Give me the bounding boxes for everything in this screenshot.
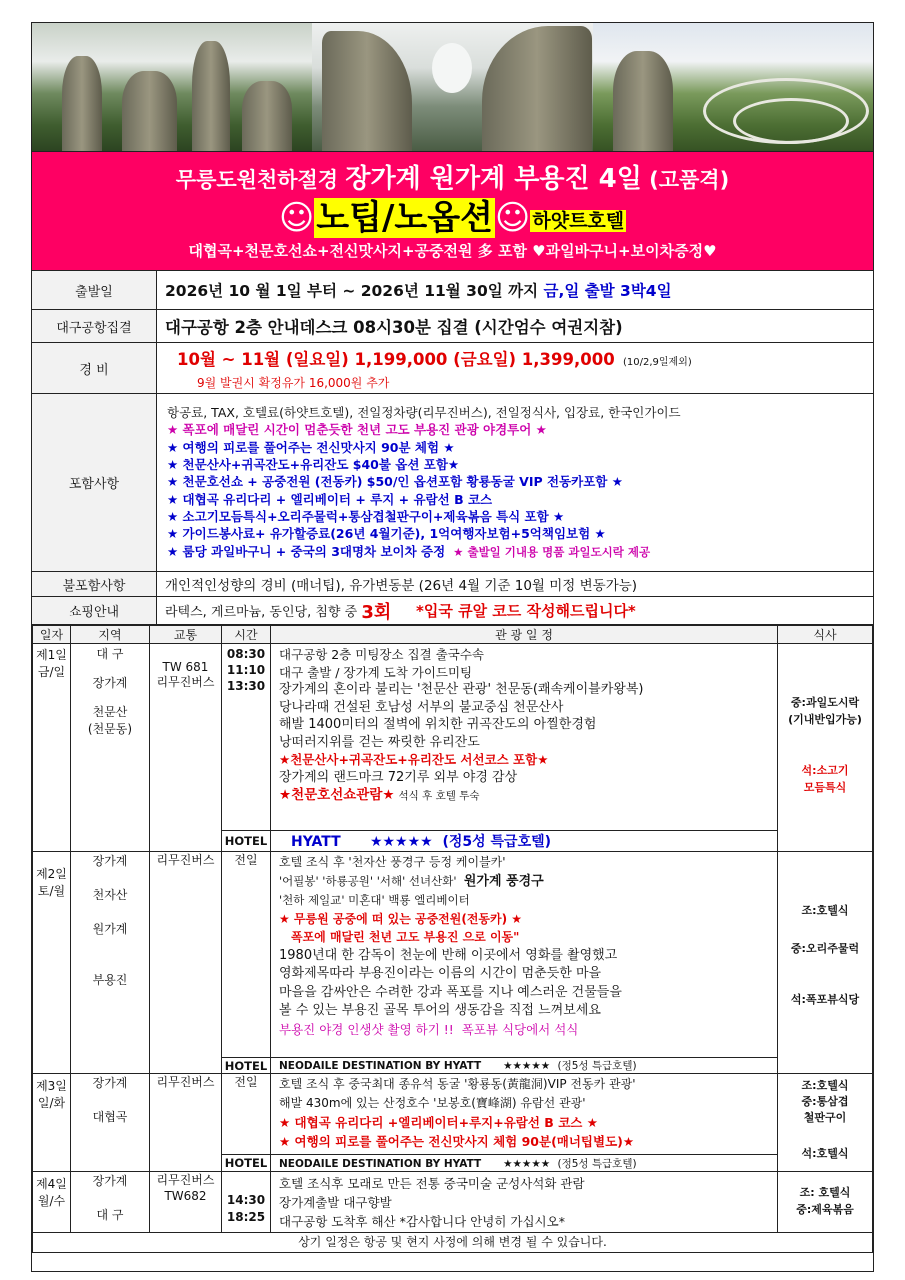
- photo-tianmen-cave: [312, 23, 592, 151]
- meal: 중:오리주물럭: [790, 942, 860, 955]
- itinerary-table: [32, 625, 873, 1253]
- meeting-value: 대구공항 2층 안내데스크 08시30분 집결 (시간엄수 여권지참): [165, 318, 623, 337]
- day-weekday: 금/일: [37, 665, 66, 679]
- region: 장가계: [92, 1076, 128, 1090]
- header-schedule: 관 광 일 정: [271, 626, 778, 644]
- exclude-label: 불포함사항: [32, 572, 157, 596]
- region: 장가계: [92, 676, 128, 690]
- day-number: 제4일: [36, 1177, 67, 1191]
- hotel-label: HOTEL: [222, 1155, 271, 1172]
- region: 천문산: [92, 705, 128, 719]
- schedule-line: 장가계출발 대구향발: [279, 1195, 392, 1210]
- schedule-line: 낭떠러지위를 걷는 짜릿한 유리잔도: [279, 734, 480, 750]
- hotel-grade: (정5성 특급호텔): [557, 1060, 637, 1072]
- departure-days: 금,일 출발 3박4일: [543, 282, 672, 300]
- transport: 리무진버스: [156, 675, 215, 689]
- include-line: ★ 룸당 과일바구니 + 중국의 3대명차 보이차 증정: [167, 543, 446, 559]
- header-photos: [32, 23, 873, 152]
- exclude-row: [32, 572, 873, 597]
- departure-label: 출발일: [32, 271, 157, 309]
- region: (천문동): [87, 722, 133, 736]
- time: 13:30: [226, 679, 266, 693]
- schedule-line: ★ 여행의 피로를 풀어주는 전신맛사지 체험 90분(매너팁별도)★: [279, 1134, 635, 1149]
- schedule-line: 영화제목따라 부용진이라는 이름의 시간이 멈춘듯한 마을: [279, 966, 602, 981]
- meeting-row: [32, 310, 873, 343]
- hotel-name: NEODAILE DESTINATION BY HYATT: [279, 1157, 482, 1170]
- flight-number: TW682: [164, 1189, 207, 1203]
- shopping-count: 3회: [361, 601, 392, 623]
- day-number: 제1일: [36, 648, 67, 662]
- include-line: 항공료, TAX, 호텔료(하얏트호텔), 전일정차량(리무진버스), 전일정식사, 입장료, 한국인가이드: [167, 405, 681, 421]
- schedule-line: 마을을 감싸안은 수려한 강과 폭포를 지나 예스러운 건물들을: [279, 984, 622, 1000]
- header-day: 일자: [33, 626, 71, 644]
- hotel-name: HYATT: [291, 834, 341, 850]
- photo-stone-pillars: [32, 23, 312, 151]
- include-line: ★ 폭포에 매달린 시간이 멈춘듯한 천년 고도 부용진 관광 야경투어 ★: [167, 422, 547, 438]
- include-line: ★ 출발일 기내용 명품 과일도시락 제공: [453, 544, 651, 559]
- transport: 리무진버스: [156, 853, 215, 867]
- schedule-line: '천하 제일교' 미혼대' 백룡 엘리베이터: [279, 893, 470, 907]
- smile-icon: ☺: [494, 198, 531, 238]
- schedule-line: 장가계의 랜드마크 72기루 외부 야경 감상: [279, 769, 518, 785]
- schedule-line: 대구공항 도착후 해산 *감사합니다 안녕히 가십시오*: [279, 1214, 565, 1229]
- meal: 조:호텔식: [801, 904, 849, 917]
- include-line: ★ 천문호선쇼 + 공중전원 (전동카) $50/인 옵션포함 황룡동굴 VIP 전동카포함 ★: [167, 474, 623, 490]
- cost-value: 10월 ~ 11월 (일요일) 1,199,000 (금요일) 1,399,000: [177, 349, 615, 369]
- region: 원가계: [92, 922, 128, 936]
- header-region: 지역: [71, 626, 150, 644]
- transport: 리무진버스: [156, 1173, 215, 1187]
- include-row: [32, 394, 873, 572]
- banner-inclusions: 대협곡+천문호선쇼+전신맛사지+공중전원 多 포함 ♥과일바구니+보이차증정♥: [188, 242, 717, 260]
- time: 18:25: [226, 1210, 266, 1224]
- header-meals: 식사: [778, 626, 873, 644]
- shopping-note: *입국 큐알 코드 작성해드립니다*: [416, 602, 636, 620]
- meal: 중:통삼겹: [801, 1095, 849, 1108]
- schedule-line: 해발 1400미터의 절벽에 위치한 귀곡잔도의 아찔한경험: [279, 717, 597, 732]
- schedule-line: 대구공항 2층 미팅장소 집결 출국수속: [279, 647, 484, 662]
- meal: 조: 호텔식: [799, 1186, 851, 1199]
- title-banner: [32, 152, 873, 271]
- time: 전일: [234, 853, 258, 867]
- include-line: ★ 대협곡 유리다리 + 엘리베이터 + 루지 + 유람선 B 코스: [167, 491, 493, 507]
- day2-row: [33, 852, 873, 1058]
- star-rating-icon: ★★★★★: [503, 1060, 551, 1072]
- schedule-line: 폭포뷰 식당에서 석식: [461, 1021, 579, 1037]
- header-transport: 교통: [150, 626, 222, 644]
- meal: (기내반입가능): [788, 713, 862, 726]
- schedule-line: 장가계의 혼이라 불리는 '천문산 관광' 천문동(쾌속케이블카왕복): [279, 682, 644, 697]
- travel-brochure: [31, 22, 874, 1272]
- banner-grade: (고품격): [649, 168, 730, 192]
- region: 장가계: [92, 854, 128, 868]
- meal: 모듬특식: [803, 781, 847, 794]
- banner-no-tip: [32, 190, 873, 239]
- time: 11:10: [226, 663, 266, 677]
- schedule-line: 폭포에 매달린 천년 고도 부용진 으로 이동": [291, 930, 520, 944]
- hotel-grade: (정5성 특급호텔): [557, 1157, 637, 1170]
- schedule-line: 호텔 조식 후 '천자산 풍경구 등정 케이블카': [279, 855, 506, 869]
- hotel-name: NEODAILE DESTINATION BY HYATT: [279, 1060, 482, 1072]
- shopping-row: [32, 597, 873, 625]
- schedule-line: 호텔 조식후 모래로 만든 전통 중국미술 군성사석화 관람: [279, 1176, 585, 1191]
- shopping-value: 라텍스, 게르마늄, 동인당, 침향 중: [165, 605, 358, 620]
- meal: 조:호텔식: [801, 1079, 849, 1092]
- schedule-line: 해발 430m에 있는 산정호수 '보봉호(寶峰湖) 유람선 관광': [279, 1096, 586, 1110]
- meal: 중:과일도시락: [790, 696, 860, 709]
- banner-subtitle: 무릉도원천하절경: [175, 168, 339, 192]
- region: 부용진: [92, 973, 128, 987]
- banner-tour-name: 장가계 원가계 부용진 4일: [345, 164, 642, 194]
- region: 대 구: [96, 1208, 124, 1222]
- footer-note: 상기 일정은 항공 및 현지 사정에 의해 변경 될 수 있습니다.: [33, 1233, 873, 1253]
- schedule-line: ★ 대협곡 유리다리 +엘리베이터+루지+유람선 B 코스 ★: [279, 1115, 598, 1130]
- exclude-value: 개인적인성향의 경비 (매너팁), 유가변동분 (26년 4월 기준 10월 미정 변동가능): [165, 578, 638, 594]
- smile-icon: ☺: [278, 198, 315, 238]
- day-weekday: 일/화: [37, 1096, 66, 1110]
- schedule-line: 1980년대 한 감독이 천눈에 반해 이곳에서 영화를 촬영했고: [279, 947, 618, 963]
- meeting-label: 대구공항집결: [32, 310, 157, 342]
- schedule-line: 호텔 조식 후 중국최대 종유석 동굴 '황룡동(黃龍洞)VIP 전동카 관광': [279, 1077, 636, 1091]
- region: 장가계: [92, 1174, 128, 1188]
- flight-number: TW 681: [162, 660, 209, 674]
- time: 전일: [234, 1075, 258, 1089]
- day-number: 제3일: [36, 1079, 67, 1093]
- day3-row: [33, 1074, 873, 1155]
- schedule-line: ★ 무릉원 공중에 떠 있는 공중전원(전동카) ★: [279, 911, 523, 926]
- departure-row: [32, 271, 873, 310]
- hotel-label: HOTEL: [222, 1058, 271, 1074]
- itinerary-header: [33, 626, 873, 644]
- region: 대 구: [96, 647, 124, 661]
- region: 대협곡: [92, 1110, 128, 1124]
- day-weekday: 월/수: [37, 1194, 66, 1208]
- hotel-grade: (정5성 특급호텔): [442, 834, 552, 850]
- schedule-line: 석식 후 호텔 투숙: [398, 790, 480, 802]
- photo-winding-road: [593, 23, 873, 151]
- include-line: ★ 소고기모듬특식+오리주물럭+통삼겹철판구이+제육볶음 특식 포함 ★: [167, 508, 565, 524]
- day1-row: [33, 644, 873, 831]
- meal: 석:소고기: [801, 764, 849, 777]
- no-tip-no-option: 노팁/노옵션: [316, 198, 493, 238]
- meal: 석:폭포뷰식당: [790, 993, 860, 1006]
- schedule-line: 당나라때 건설된 호남성 서부의 불교중심 천문산사: [279, 699, 564, 715]
- star-rating-icon: ★★★★★: [503, 1157, 551, 1170]
- departure-value: 2026년 10 월 1일 부터 ~ 2026년 11월 30일 까지: [165, 282, 539, 300]
- meal: 석:호텔식: [801, 1147, 849, 1160]
- cost-row: [32, 343, 873, 394]
- schedule-line: '어필봉' '하룡공원' '서해' 선녀산화': [279, 873, 457, 888]
- day-weekday: 토/월: [37, 884, 66, 898]
- shopping-label: 쇼핑안내: [32, 597, 157, 624]
- banner-hotel: 하얏트호텔: [532, 210, 625, 232]
- schedule-line: 부용진 야경 인생샷 촬영 하기 !!: [279, 1021, 454, 1037]
- schedule-line: 대구 출발 / 장가계 도착 가이드미팅: [279, 664, 473, 680]
- hotel-label: HOTEL: [222, 831, 271, 852]
- footer-row: [33, 1233, 873, 1253]
- transport: 리무진버스: [156, 1075, 215, 1089]
- cost-label: 경 비: [32, 343, 157, 393]
- schedule-line: ★천문산사+귀곡잔도+유리잔도 서선코스 포함★: [279, 752, 549, 767]
- time: 14:30: [226, 1193, 266, 1207]
- region: 천자산: [92, 888, 128, 902]
- header-time: 시간: [222, 626, 271, 644]
- include-line: ★ 여행의 피로를 풀어주는 전신맛사지 90분 체험 ★: [167, 439, 455, 455]
- schedule-line: 볼 수 있는 부용진 골목 투어의 생동감을 직접 느껴보세요: [279, 1003, 601, 1018]
- schedule-line: 원가계 풍경구: [463, 873, 544, 889]
- day-number: 제2일: [36, 867, 67, 881]
- include-line: ★ 천문산사+귀곡잔도+유리잔도 $40불 옵션 포함★: [167, 457, 460, 473]
- cost-note: (10/2,9일제외): [622, 356, 692, 368]
- meal: 중:제육볶음: [796, 1203, 854, 1216]
- star-rating-icon: ★★★★★: [369, 834, 433, 850]
- include-line: ★ 가이드봉사료+ 유가할증료(26년 4월기준), 1억여행자보험+5억책임보험 ★: [167, 526, 606, 542]
- schedule-line: ★천문호선쇼관람★: [279, 787, 395, 803]
- time: 08:30: [226, 647, 266, 661]
- meal: 철판구이: [803, 1111, 847, 1124]
- cost-extra: 9월 발권시 확정유가 16,000원 추가: [197, 375, 390, 390]
- day4-row: [33, 1172, 873, 1233]
- include-label: 포함사항: [32, 394, 157, 571]
